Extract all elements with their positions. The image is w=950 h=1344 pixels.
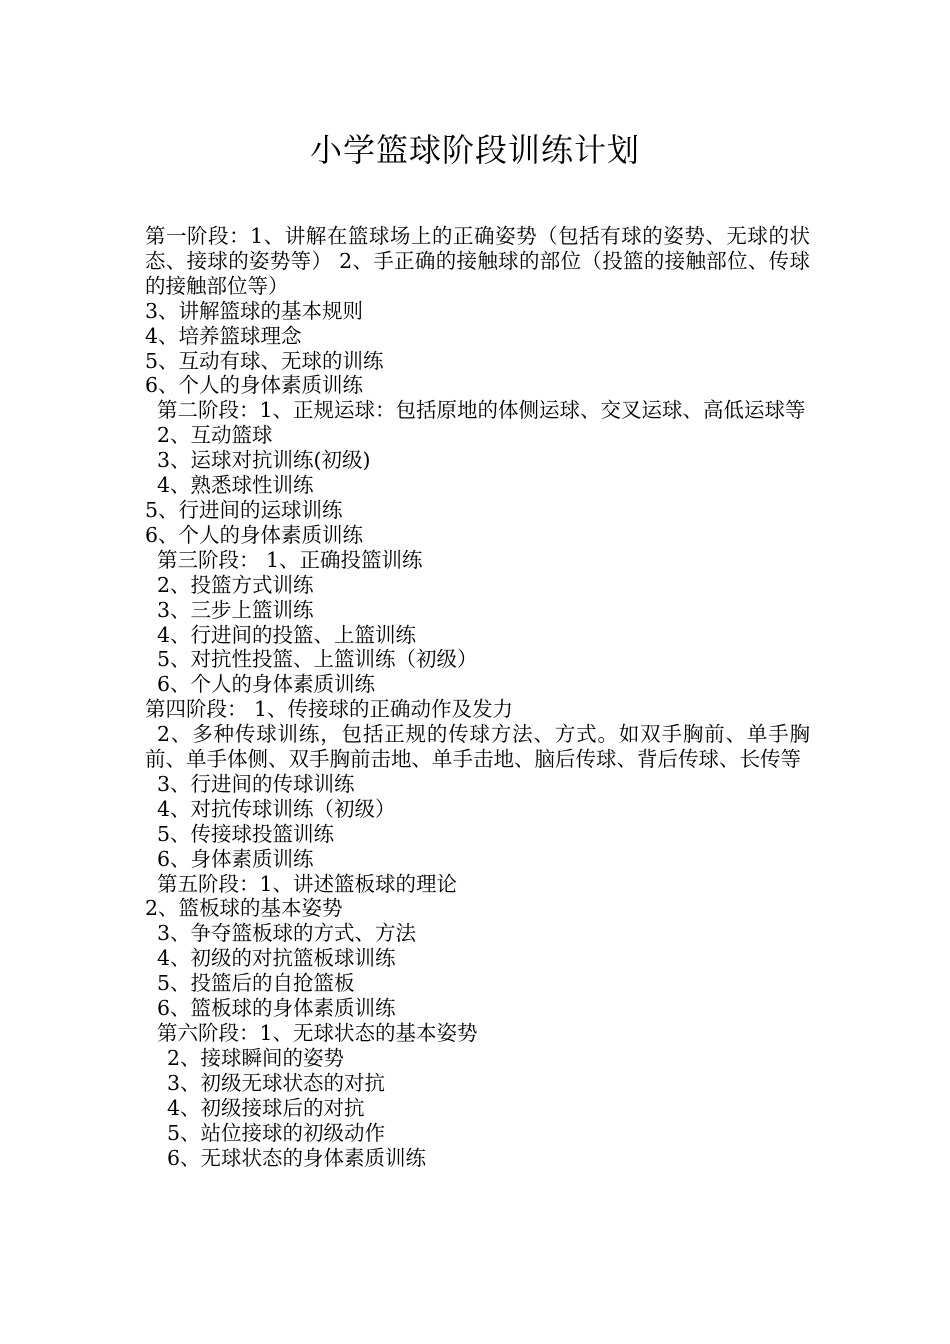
stage-3-item-2: 2、投篮方式训练 [157, 572, 314, 597]
stage-5-item-5: 5、投篮后的自抢篮板 [157, 971, 355, 996]
stage-2-intro: 第二阶段：1、正规运球：包括原地的体侧运球、交叉运球、高低运球等 [157, 398, 806, 423]
stage-3-intro: 第三阶段： 1、正确投篮训练 [157, 547, 423, 572]
stage-1-item-3: 3、讲解篮球的基本规则 [145, 298, 364, 323]
stage-4-intro: 第四阶段： 1、传接球的正确动作及发力 [145, 697, 514, 722]
stage-3-item-6: 6、个人的身体素质训练 [157, 672, 376, 697]
stage-1-item-5: 5、互动有球、无球的训练 [145, 348, 384, 373]
stage-5-intro: 第五阶段：1、讲述篮板球的理论 [157, 871, 458, 896]
stage-1-intro: 第一阶段：1、讲解在篮球场上的正确姿势（包括有球的姿势、无球的状态、接球的姿势等） 2、手正确的接触球的部位（投篮的接触部位、传球的接触部位等） [145, 224, 810, 298]
stage-6-intro: 第六阶段：1、无球状态的基本姿势 [157, 1021, 478, 1045]
stage-1-item-4: 4、培养篮球理念 [145, 323, 302, 348]
stage-6-item-3: 3、初级无球状态的对抗 [167, 1070, 386, 1095]
stage-2-item-2: 2、互动篮球 [157, 423, 273, 448]
stage-6-item-6: 6、无球状态的身体素质训练 [167, 1145, 427, 1170]
document-title: 小学篮球阶段训练计划 [309, 131, 640, 169]
stage-4-item-4: 4、对抗传球训练（初级） [157, 796, 396, 821]
stage-1-item-6: 6、个人的身体素质训练 [145, 373, 364, 398]
stage-3-item-5: 5、对抗性投篮、上篮训练（初级） [157, 647, 478, 672]
stage-5-item-2: 2、篮板球的基本姿势 [145, 896, 343, 921]
stage-6-item-5: 5、站位接球的初级动作 [167, 1120, 386, 1145]
stage-4-item-6: 6、身体素质训练 [157, 846, 314, 871]
stage-3-item-3: 3、三步上篮训练 [157, 597, 314, 622]
stage-4-item-5: 5、传接球投篮训练 [157, 821, 335, 846]
stage-6-item-2: 2、接球瞬间的姿势 [167, 1045, 345, 1070]
stage-4-item-2: 2、多种传球训练，包括正规的传球方法、方式。如双手胸前、单手胸前、单手体侧、双手胸前击地、单手击地、脑后传球、背后传球、长传等 [145, 722, 810, 772]
document-body [145, 224, 810, 1170]
stage-4-item-3: 3、行进间的传球训练 [157, 771, 355, 796]
stage-5-item-4: 4、初级的对抗篮板球训练 [157, 946, 396, 971]
stage-2-item-6: 6、个人的身体素质训练 [145, 522, 364, 547]
stage-2-item-5: 5、行进间的运球训练 [145, 497, 343, 522]
stage-6-item-4: 4、初级接球后的对抗 [167, 1095, 365, 1120]
stage-2-item-3: 3、运球对抗训练(初级) [157, 448, 371, 473]
stage-3-item-4: 4、行进间的投篮、上篮训练 [157, 622, 417, 647]
stage-2-item-4: 4、熟悉球性训练 [157, 473, 314, 498]
stage-5-item-6: 6、篮板球的身体素质训练 [157, 996, 396, 1021]
stage-5-item-3: 3、争夺篮板球的方式、方法 [157, 921, 417, 946]
